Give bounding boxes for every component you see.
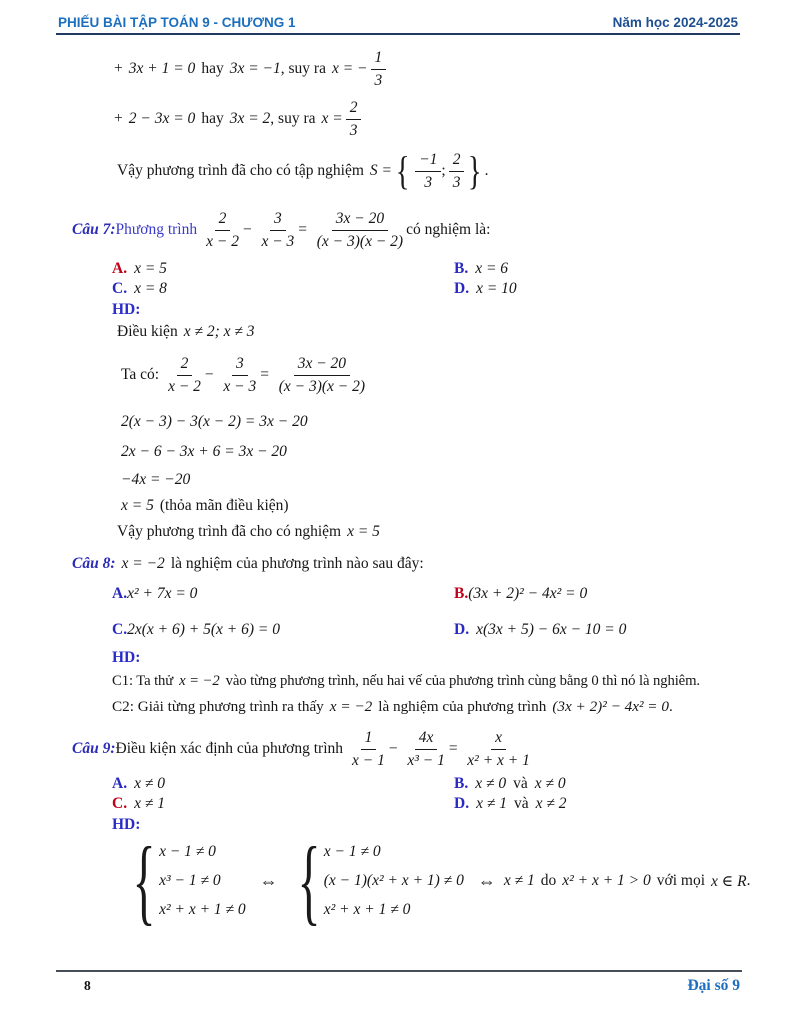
system-line: x − 1 ≠ 0: [159, 843, 216, 860]
fraction-numerator: −1: [415, 150, 441, 171]
solve-step: [121, 471, 740, 489]
minus-sign: −: [241, 221, 253, 238]
conclusion-text: Vậy phương trình đã cho có tập nghiệm: [117, 162, 364, 179]
step-note: (thỏa mãn điều kiện): [159, 497, 289, 514]
math-expression: x = −: [331, 60, 368, 77]
option-letter: C.: [112, 795, 128, 812]
method-text: C2: Giải từng phương trình ra thấy: [112, 698, 324, 715]
fraction: [261, 209, 294, 251]
fraction: [449, 150, 465, 192]
option-d: [454, 621, 633, 639]
text-hay: hay: [201, 110, 224, 127]
method-math: x = −2: [329, 698, 373, 715]
option-b: [454, 775, 573, 793]
step-math: −4x = −20: [121, 471, 191, 488]
cau7-condition: [117, 323, 740, 341]
system-line: x² + x + 1 ≠ 0: [159, 901, 246, 918]
fraction-denominator: 3: [374, 71, 383, 89]
result-text: với mọi: [656, 872, 706, 889]
fraction-denominator: x² + x + 1: [467, 751, 530, 769]
iff-arrow-icon: ⇔: [259, 870, 278, 891]
cau7-taco: [121, 351, 740, 399]
fraction: [352, 728, 385, 770]
math-expression: 2 − 3x = 0: [128, 110, 196, 127]
cau8-hd: [112, 649, 740, 667]
cau7-hd: [112, 301, 740, 319]
iff-arrow-icon: ⇔: [477, 870, 496, 891]
solve-step: [121, 497, 740, 515]
question-tail: có nghiệm là:: [406, 221, 491, 238]
option-conjunction: và: [513, 795, 529, 812]
fraction-denominator: 3: [349, 121, 358, 139]
system-group-left: [121, 827, 246, 934]
cau9-stem: [72, 726, 740, 772]
stem-text: là nghiệm của phương trình nào sau đây:: [170, 555, 424, 572]
option-value: x ≠ 1: [134, 795, 165, 812]
minus-sign: −: [387, 740, 399, 757]
header-school-year: Năm học 2024-2025: [612, 15, 738, 30]
fraction-numerator: 1: [371, 48, 387, 69]
fraction-denominator: (x − 3)(x − 2): [278, 377, 366, 395]
option-letter: D.: [454, 795, 470, 812]
option-value: 2x(x + 6) + 5(x + 6) = 0: [127, 621, 280, 638]
option-conjunction: và: [513, 775, 528, 792]
option-value: x(3x + 5) − 6x − 10 = 0: [476, 621, 627, 638]
fraction: [371, 48, 387, 90]
option-a: [112, 775, 448, 793]
fraction: [346, 98, 362, 140]
text-suy-ra: , suy ra: [270, 110, 316, 127]
option-value: (3x + 2)² − 4x² = 0: [468, 585, 588, 602]
fraction-denominator: x³ − 1: [407, 751, 445, 769]
condition-math: x ≠ 2; x ≠ 3: [183, 323, 255, 340]
text-hay: hay: [201, 60, 224, 77]
cau8-options-row-2: [112, 617, 740, 643]
left-brace: {: [132, 827, 156, 934]
set-symbol: S =: [369, 162, 392, 179]
question-intro: Điều kiện xác định của phương trình: [115, 740, 344, 757]
close-brace: }: [468, 148, 482, 193]
equals-sign: =: [297, 221, 308, 238]
method-text: C1: Ta thử: [112, 673, 174, 689]
cau8-method-1: [112, 673, 740, 690]
question-intro: Phương trình: [115, 221, 198, 238]
math-expression: 3x = 2: [229, 110, 271, 127]
conclusion-math: x = 5: [347, 523, 380, 540]
method-math: (3x + 2)² − 4x² = 0: [552, 698, 669, 715]
option-letter: B.: [454, 775, 469, 792]
footer-book-title: Đại số 9: [687, 977, 740, 994]
cau8-options-row-1: [112, 581, 740, 607]
cau9-options-row-1: [112, 775, 740, 793]
fraction-numerator: 2: [346, 98, 362, 119]
option-value: x ≠ 1: [476, 795, 507, 812]
result-math: x² + x + 1 > 0: [562, 872, 651, 889]
fraction-denominator: x − 2: [206, 232, 239, 250]
plus-bullet: +: [114, 110, 123, 127]
option-letter: A.: [112, 260, 128, 277]
fraction: [317, 209, 403, 251]
method-text: là nghiệm của phương trình: [378, 698, 547, 715]
math-expression: 3x + 1 = 0: [128, 60, 196, 77]
fraction: [415, 150, 441, 192]
fraction-numerator: 3: [270, 209, 286, 230]
fraction-numerator: 2: [215, 209, 231, 230]
open-brace: {: [395, 148, 410, 193]
text-suy-ra: , suy ra: [280, 60, 326, 77]
question-label: Câu 9:: [72, 740, 116, 757]
fraction-denominator: x − 3: [223, 377, 257, 395]
fraction-denominator: (x − 3)(x − 2): [316, 232, 404, 250]
solve-step: [121, 443, 740, 461]
option-value: x = 6: [475, 260, 509, 277]
option-value: x ≠ 0: [475, 775, 507, 792]
cau7-options-row-2: [112, 280, 740, 298]
option-value: x = 8: [134, 280, 167, 297]
method-text: vào từng phương trình, nếu hai vế của phương trình cùng bằng 0 thì nó là nghiêm.: [225, 673, 700, 689]
fraction: [206, 209, 239, 251]
period: .: [746, 872, 751, 889]
option-c: [112, 795, 448, 813]
fraction-numerator: 3x − 20: [294, 354, 350, 375]
cau7-conclusion: [117, 523, 740, 541]
option-letter: B.: [454, 585, 469, 602]
option-d: [454, 795, 574, 813]
option-value: x = 10: [476, 280, 517, 297]
conclusion-text: Vậy phương trình đã cho có nghiệm: [117, 523, 342, 540]
option-letter: D.: [454, 280, 470, 297]
math-expression: x =: [321, 110, 343, 127]
option-d: [454, 280, 524, 298]
cau9-hd: [112, 816, 740, 834]
solve-step: [121, 413, 740, 431]
fraction-numerator: 3: [232, 354, 248, 375]
stem-math: x = −2: [121, 555, 165, 572]
option-c: [112, 621, 448, 639]
cau9-system: [121, 827, 751, 934]
solution-case-2: [114, 97, 740, 141]
fraction: [279, 354, 365, 396]
system-lines: [159, 840, 246, 922]
system-lines: [324, 840, 464, 922]
cau8-method-2: [112, 698, 740, 716]
system-line: x² + x + 1 ≠ 0: [323, 901, 411, 918]
header-title: PHIẾU BÀI TẬP TOÁN 9 - CHƯƠNG 1: [58, 15, 296, 30]
fraction-denominator: 3: [424, 173, 433, 191]
step-math: x = 5: [121, 497, 154, 514]
question-label: Câu 8:: [72, 555, 116, 572]
fraction-numerator: x: [491, 728, 506, 749]
fraction: [168, 354, 201, 396]
fraction-numerator: 3x − 20: [332, 209, 388, 230]
page-footer: [56, 970, 742, 995]
condition-label: Điều kiện: [117, 323, 178, 340]
option-value-2: x ≠ 2: [535, 795, 567, 812]
cau9-options-row-2: [112, 795, 740, 813]
system-line: (x − 1)(x² + x + 1) ≠ 0: [323, 872, 464, 889]
solution-case-1: [114, 47, 740, 91]
option-letter: C.: [112, 621, 128, 638]
result-math: x ∈ R: [711, 872, 747, 890]
fraction-denominator: x − 3: [261, 232, 295, 250]
option-value: x² + 7x = 0: [127, 585, 198, 602]
hd-label: HD:: [112, 816, 141, 833]
semicolon: ;: [441, 162, 446, 179]
plus-bullet: +: [114, 60, 123, 77]
system-line: x − 1 ≠ 0: [323, 843, 381, 860]
system-line: x³ − 1 ≠ 0: [159, 872, 221, 889]
page-number: 8: [84, 978, 91, 993]
option-letter: D.: [454, 621, 470, 638]
option-a: [112, 585, 448, 603]
option-a: [112, 260, 448, 278]
period: .: [668, 698, 673, 715]
page-header: [56, 0, 740, 35]
system-group-right: [286, 827, 464, 934]
period: .: [484, 162, 489, 179]
option-c: [112, 280, 448, 298]
cau7-stem: [72, 205, 740, 255]
fraction-denominator: x − 2: [168, 377, 201, 395]
fraction-denominator: 3: [452, 173, 461, 191]
option-value: x ≠ 0: [134, 775, 165, 792]
left-brace: {: [297, 827, 321, 934]
option-letter: A.: [112, 585, 128, 602]
fraction-numerator: 2: [177, 354, 193, 375]
option-b: [454, 260, 515, 278]
option-value-2: x ≠ 0: [534, 775, 566, 792]
method-math: x = −2: [179, 673, 220, 689]
fraction: [407, 728, 445, 770]
fraction: [467, 728, 530, 770]
fraction-numerator: 2: [449, 150, 465, 171]
fraction: [223, 354, 256, 396]
equals-sign: =: [447, 740, 459, 757]
result-math: x ≠ 1: [503, 872, 535, 889]
hd-label: HD:: [112, 649, 141, 666]
solution-conclusion: [117, 149, 740, 193]
cau7-options-row-1: [112, 260, 740, 278]
option-letter: A.: [112, 775, 128, 792]
fraction-denominator: x − 1: [352, 751, 385, 769]
question-label: Câu 7:: [72, 221, 116, 238]
minus-sign: −: [203, 366, 215, 383]
option-value: x = 5: [134, 260, 167, 277]
equals-sign: =: [259, 366, 270, 383]
fraction-numerator: 4x: [415, 728, 438, 749]
result-text: do: [540, 872, 557, 889]
taco-label: Ta có:: [121, 366, 160, 383]
cau8-stem: [72, 555, 740, 573]
fraction-numerator: 1: [361, 728, 377, 749]
step-math: 2x − 6 − 3x + 6 = 3x − 20: [121, 443, 287, 460]
option-b: [454, 585, 594, 603]
option-letter: C.: [112, 280, 128, 297]
option-letter: B.: [454, 260, 469, 277]
math-expression: 3x = −1: [229, 60, 281, 77]
hd-label: HD:: [112, 301, 141, 318]
step-math: 2(x − 3) − 3(x − 2) = 3x − 20: [121, 413, 308, 430]
